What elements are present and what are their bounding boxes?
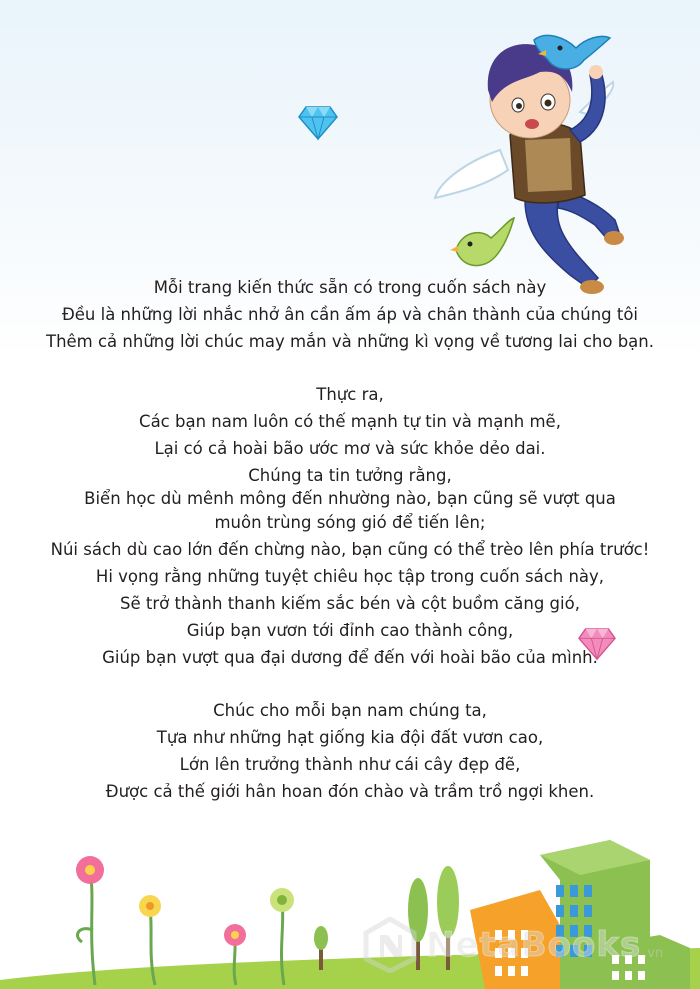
poem-line: Lại có cả hoài bão ước mơ và sức khỏe dẻo dai. (154, 439, 546, 458)
poem-line: muôn trùng sóng gió để tiến lên; (214, 513, 486, 532)
poem-line: Chúc cho mỗi bạn nam chúng ta, (213, 701, 487, 720)
stanza-3 (40, 697, 660, 805)
poem-line: Núi sách dù cao lớn đến chừng nào, bạn cũng có thể trèo lên phía trước! (50, 540, 650, 559)
poem-line: Đều là những lời nhắc nhở ân cần ấm áp và chân thành của chúng tôi (61, 305, 639, 324)
poem-line: Thêm cả những lời chúc may mắn và những kì vọng về tương lai cho bạn. (45, 332, 654, 351)
watermark (362, 915, 692, 975)
poem-line: Các bạn nam luôn có thế mạnh tự tin và mạnh mẽ, (139, 412, 561, 431)
watermark-logo-icon (362, 917, 418, 973)
poem-line: Hi vọng rằng những tuyệt chiêu học tập trong cuốn sách này, (95, 567, 605, 586)
poem-line: Giúp bạn vượt qua đại dương để đến với hoài bão của mình. (102, 648, 598, 667)
stanza-2 (40, 381, 660, 671)
poem-line: Lớn lên trưởng thành như cái cây đẹp đẽ, (179, 755, 521, 774)
stanza-1 (40, 274, 660, 355)
watermark-brand: NetaBooks (426, 925, 642, 965)
poem-line: Mỗi trang kiến thức sẵn có trong cuốn sách này (153, 278, 547, 297)
blue-bird-icon (526, 20, 612, 82)
poem (40, 274, 660, 831)
poem-line: Được cả thế giới hân hoan đón chào và trầm trồ ngợi khen. (105, 782, 595, 801)
flower-icon (76, 856, 104, 985)
poem-line: Thực ra, (316, 385, 384, 404)
poem-line: Sẽ trở thành thanh kiếm sắc bén và cột buồm căng gió, (120, 594, 580, 613)
blue-diamond-icon (298, 105, 338, 141)
watermark-suffix: .vn (643, 946, 664, 961)
poem-line: Tựa như những hạt giống kia đội đất vươn cao, (156, 728, 544, 747)
poem-line: Biển học dù mênh mông đến nhường nào, bạn cũng sẽ vượt qua (84, 489, 616, 508)
poem-line: Chúng ta tin tưởng rằng, (248, 466, 452, 485)
poem-line: Giúp bạn vươn tới đỉnh cao thành công, (186, 621, 514, 640)
green-bird-icon (446, 210, 516, 274)
